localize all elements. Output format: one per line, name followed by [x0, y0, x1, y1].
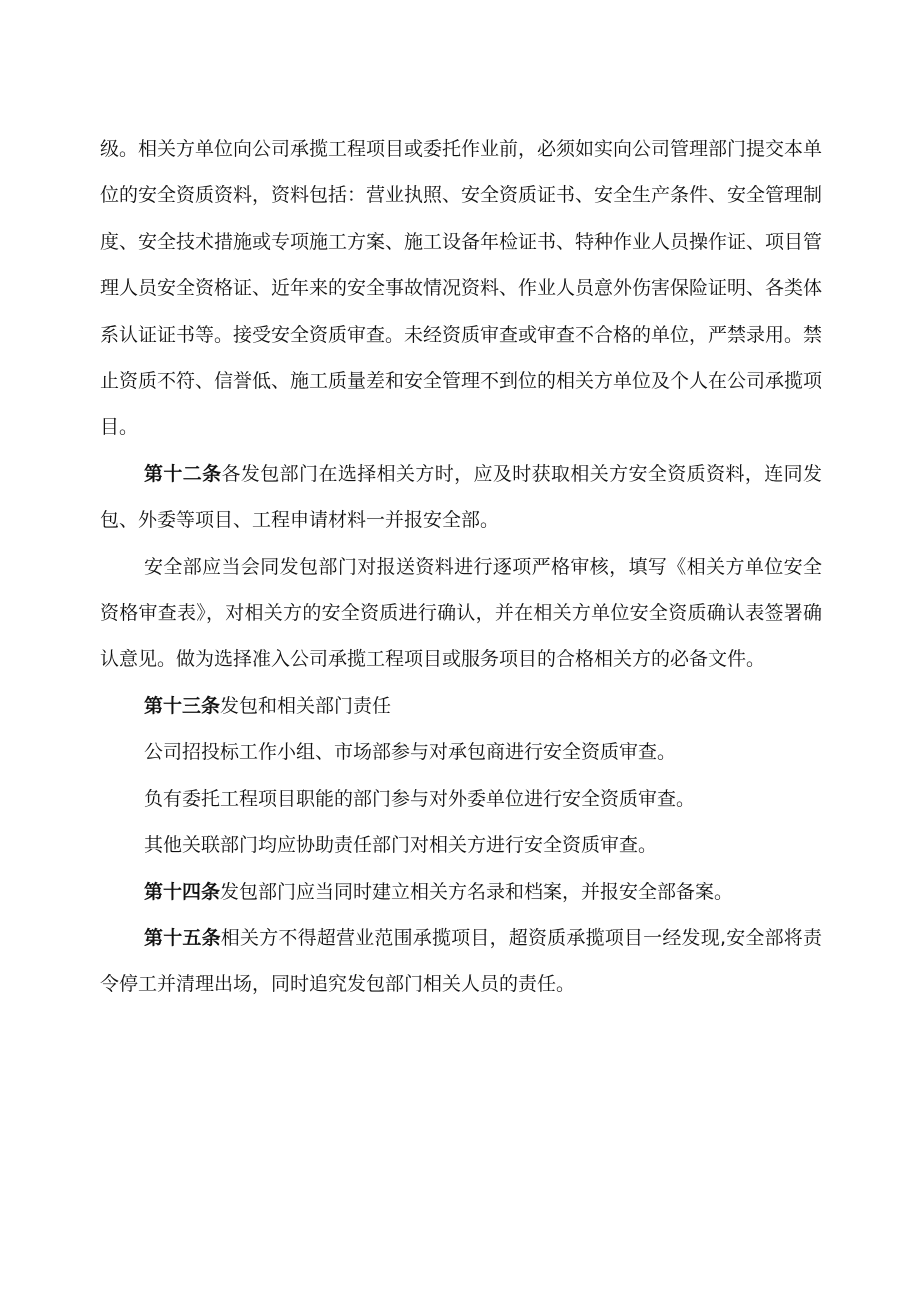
- paragraph-other-depts: [100, 822, 822, 868]
- article-number: 第十三条: [144, 694, 221, 717]
- paragraph-article-12: [100, 451, 822, 544]
- paragraph-article-15: [100, 915, 822, 1008]
- article-number: 第十五条: [144, 926, 221, 949]
- article-number: 第十二条: [144, 462, 222, 485]
- paragraph-text: 发包和相关部门责任: [220, 694, 392, 717]
- paragraph-text: 负有委托工程项目职能的部门参与对外委单位进行安全资质审查。: [144, 787, 696, 810]
- paragraph-text: 公司招投标工作小组、市场部参与对承包商进行安全资质审查。: [144, 741, 677, 764]
- paragraph-commissioning-dept: [100, 776, 822, 822]
- article-number: 第十四条: [144, 880, 221, 903]
- paragraph-review: [100, 544, 822, 683]
- paragraph-continuation: [100, 126, 822, 451]
- paragraph-bidding-group: [100, 729, 822, 775]
- paragraph-text: 安全部应当会同发包部门对报送资料进行逐项严格审核，填写《相关方单位安全资格审查表》，对相关方的安全资质进行确认，并在相关方单位安全资质确认表签署确认意见。做为选择准入公司承揽工程项目或服务项目的合格相关方的必备文件。: [100, 555, 822, 671]
- paragraph-article-13: [100, 683, 822, 729]
- paragraph-text: 各发包部门在选择相关方时，应及时获取相关方安全资质资料，连同发包、外委等项目、工程申请材料一并报安全部。: [100, 462, 822, 532]
- paragraph-text: 相关方不得超营业范围承揽项目，超资质承揽项目一经发现,安全部将责令停工并清理出场，同时追究发包部门相关人员的责任。: [100, 926, 822, 996]
- paragraph-article-14: [100, 869, 822, 915]
- paragraph-text: 发包部门应当同时建立相关方名录和档案，并报安全部备案。: [220, 880, 734, 903]
- document-body: [100, 126, 822, 1008]
- paragraph-text: 级。相关方单位向公司承揽工程项目或委托作业前，必须如实向公司管理部门提交本单位的安全资质资料，资料包括：营业执照、安全资质证书、安全生产条件、安全管理制度、安全技术措施或专项施工方案、施工设备年检证书、特种作业人员操作证、项目管理人员安全资格证、近年来的安全事故情况资料、作业人员意外伤害保险证明、各类体系认证证书等。接受安全资质审查。未经资质审查或审查不合格的单位，严禁录用。禁止资质不符、信誉低、施工质量差和安全管理不到位的相关方单位及个人在公司承揽项目。: [100, 138, 823, 439]
- paragraph-text: 其他关联部门均应协助责任部门对相关方进行安全资质审查。: [144, 834, 658, 857]
